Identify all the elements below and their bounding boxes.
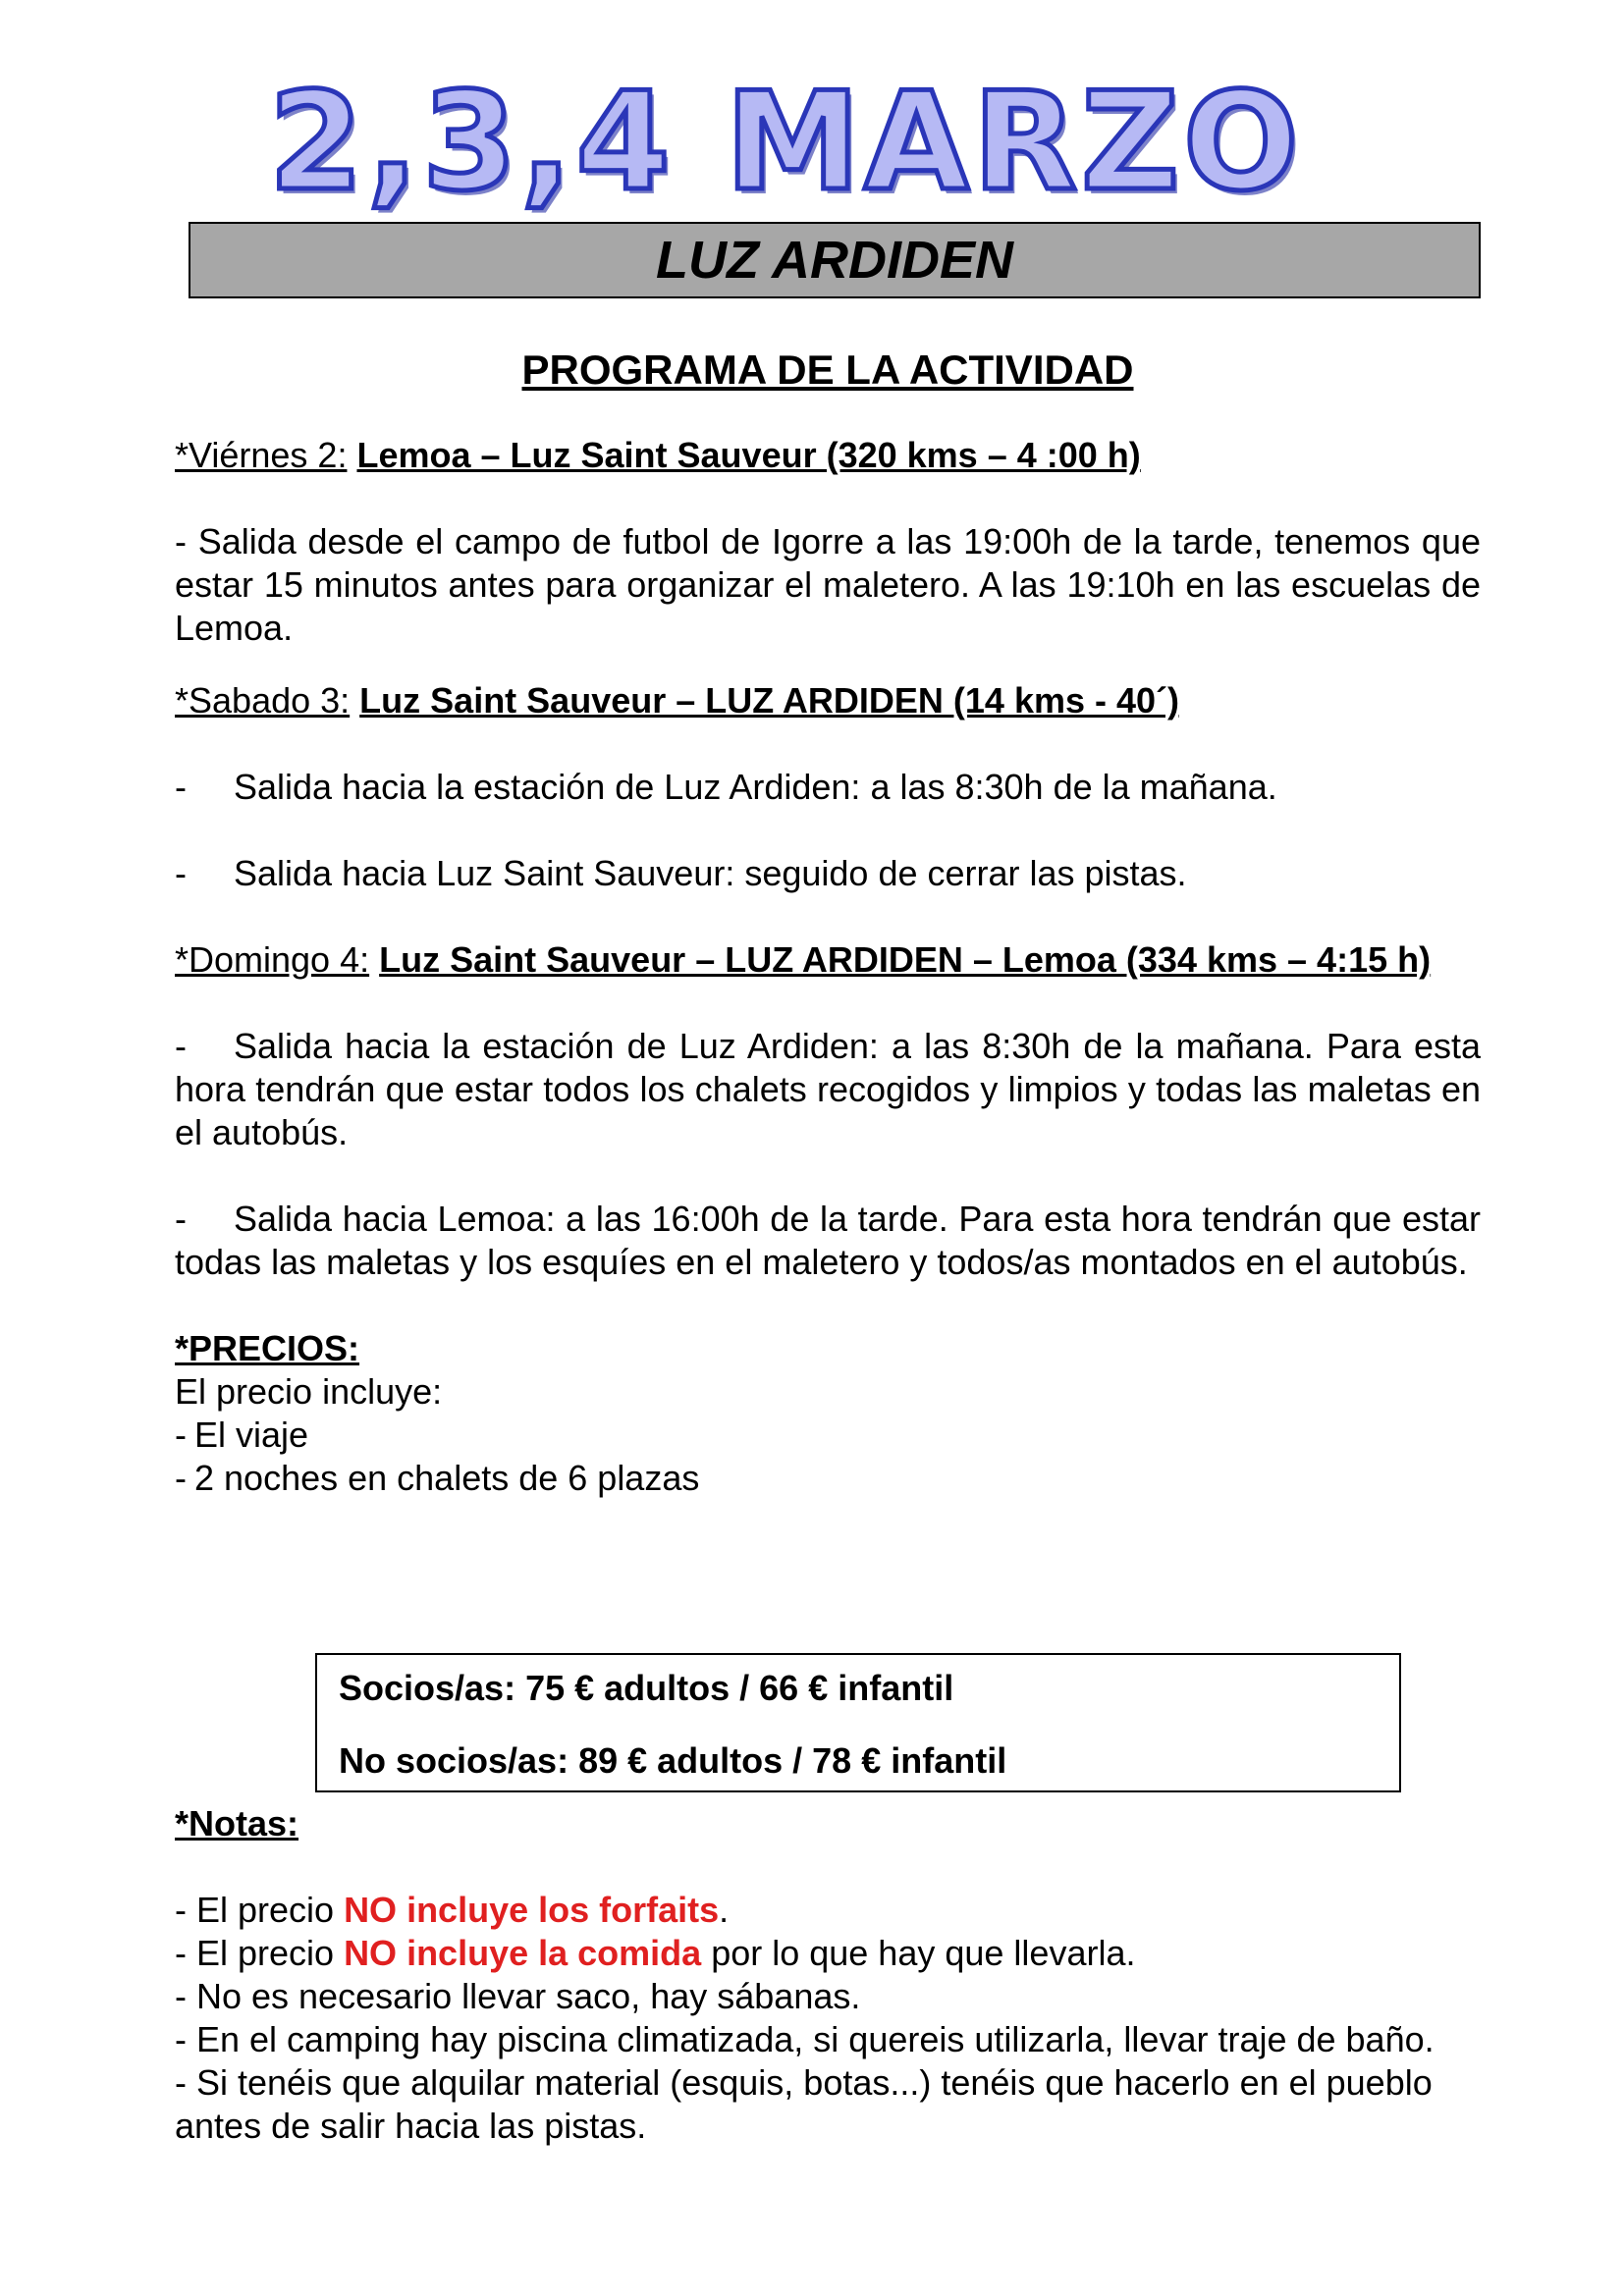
program-section [175,346,1481,1500]
prices-heading: *PRECIOS: [175,1328,360,1368]
includes-item: - El viaje [175,1415,309,1455]
member-price: Socios/as: 75 € adultos / 66 € infantil [339,1668,954,1708]
day1-route: Lemoa – Luz Saint Sauveur (320 kms – 4 :00 h) [356,435,1141,475]
day3-item: - Salida hacia Lemoa: a las 16:00h de la tarde. Para esta hora tendrán que estar todas las maletas y los esquíes en el maletero y todos/as montados en el autobús. [175,1199,1481,1282]
notes-heading: *Notas: [175,1803,299,1843]
day2-header [175,679,1481,722]
includes-item: - 2 noches en chalets de 6 plazas [175,1458,700,1498]
date-banner: 2,3,4 MARZO [268,63,1303,221]
notes-section [175,1802,1481,2148]
day1-header [175,434,1481,477]
day1-item: - Salida desde el campo de futbol de Igorre a las 19:00h de la tarde, tenemos que estar 15 minutos antes para organizar el maletero. A las 19:10h en las escuelas de Lemoa. [175,521,1481,648]
day3-label: *Domingo 4: [175,939,370,980]
note-item: - Si tenéis que alquilar material (esquis, botas...) tenéis que hacerlo en el pueblo antes de salir hacia las pistas. [175,2062,1433,2146]
program-heading: PROGRAMA DE LA ACTIVIDAD [521,347,1134,393]
non-member-price: No socios/as: 89 € adultos / 78 € infantil [339,1740,1007,1781]
note-item: - En el camping hay piscina climatizada, si quereis utilizarla, llevar traje de baño. [175,2019,1435,2059]
day2-route: Luz Saint Sauveur – LUZ ARDIDEN (14 kms - 40´) [359,680,1180,721]
title-box [189,222,1481,298]
day2-item: - Salida hacia Luz Saint Sauveur: seguido de cerrar las pistas. [175,853,1187,893]
note-emphasis: NO incluye los forfaits [344,1890,720,1930]
note-item: - El precio NO incluye los forfaits. [175,1890,730,1930]
note-item: - El precio NO incluye la comida por lo que hay que llevarla. [175,1933,1136,1973]
day2-label: *Sabado 3: [175,680,351,721]
day1-label: *Viérnes 2: [175,435,348,475]
day3-route: Luz Saint Sauveur – LUZ ARDIDEN – Lemoa (334 kms – 4:15 h) [379,939,1432,980]
includes-label: El precio incluye: [175,1371,443,1412]
price-box [315,1653,1401,1792]
day3-header [175,938,1481,982]
day2-item: - Salida hacia la estación de Luz Ardiden: a las 8:30h de la mañana. [175,767,1277,807]
note-emphasis: NO incluye la comida [344,1933,702,1973]
page-title: LUZ ARDIDEN [656,231,1013,290]
day3-item: - Salida hacia la estación de Luz Ardiden: a las 8:30h de la mañana. Para esta hora tendrán que estar todos los chalets recogidos y limpios y todas las maletas en el autobús. [175,1026,1481,1152]
note-item: - No es necesario llevar saco, hay sábanas. [175,1976,861,2016]
